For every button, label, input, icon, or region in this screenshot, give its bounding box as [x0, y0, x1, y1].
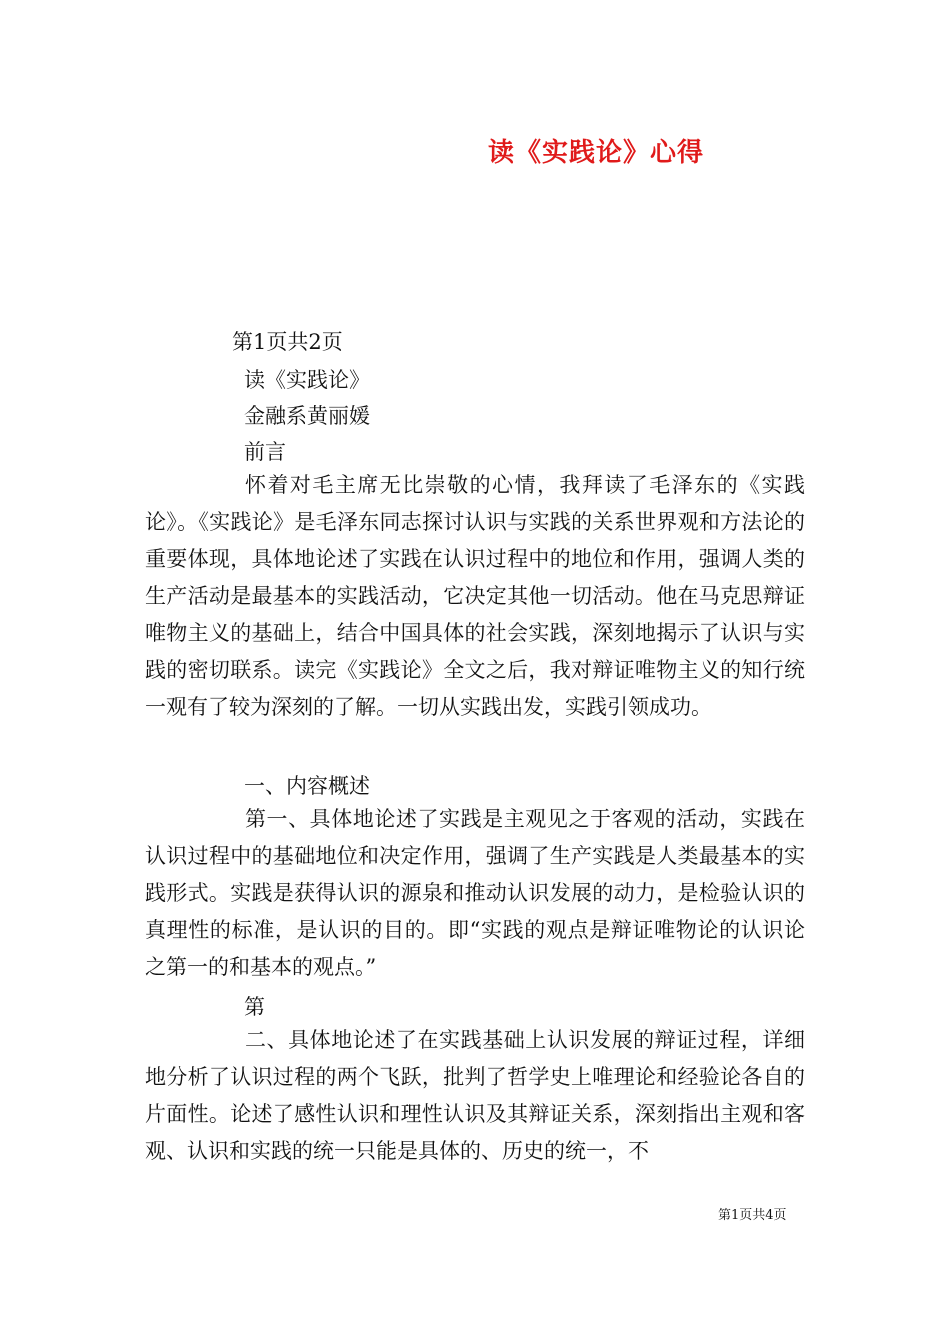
- section-1-paragraph: 第一、具体地论述了实践是主观见之于客观的活动，实践在认识过程中的基础地位和决定作用，强调了生产实践是人类最基本的实践形式。实践是获得认识的源泉和推动认识发展的动力，是检验认识的真理性的标准，是认识的目的。即“实践的观点是辩证唯物论的认识论之第一的和基本的观点。”: [145, 807, 805, 979]
- footer-page-info: 第1页共4页: [718, 1208, 787, 1223]
- preface-heading: 前言: [244, 440, 286, 464]
- document-title: 读《实践论》心得: [488, 138, 705, 168]
- stray-character: 第: [244, 995, 265, 1019]
- page-marker: 第1页共2页: [232, 330, 343, 354]
- preface-paragraph: 怀着对毛主席无比崇敬的心情，我拜读了毛泽东的《实践论》。《实践论》是毛泽东同志探讨认识与实践的关系世界观和方法论的重要体现，具体地论述了实践在认识过程中的地位和作用，强调人类的生产活动是最基本的实践活动，它决定其他一切活动。他在马克思辩证唯物主义的基础上，结合中国具体的社会实践，深刻地揭示了认识与实践的密切联系。读完《实践论》全文之后，我对辩证唯物主义的知行统一观有了较为深刻的了解。一切从实践出发，实践引领成功。: [145, 473, 805, 719]
- author-line: 金融系黄丽媛: [244, 404, 370, 428]
- section-1-heading: 一、内容概述: [244, 774, 370, 798]
- section-2-paragraph: 二、具体地论述了在实践基础上认识发展的辩证过程，详细地分析了认识过程的两个飞跃，批判了哲学史上唯理论和经验论各自的片面性。论述了感性认识和理性认识及其辩证关系，深刻指出主观和客观、认识和实践的统一只能是具体的、历史的统一，不: [145, 1028, 805, 1163]
- subtitle: 读《实践论》: [244, 368, 370, 392]
